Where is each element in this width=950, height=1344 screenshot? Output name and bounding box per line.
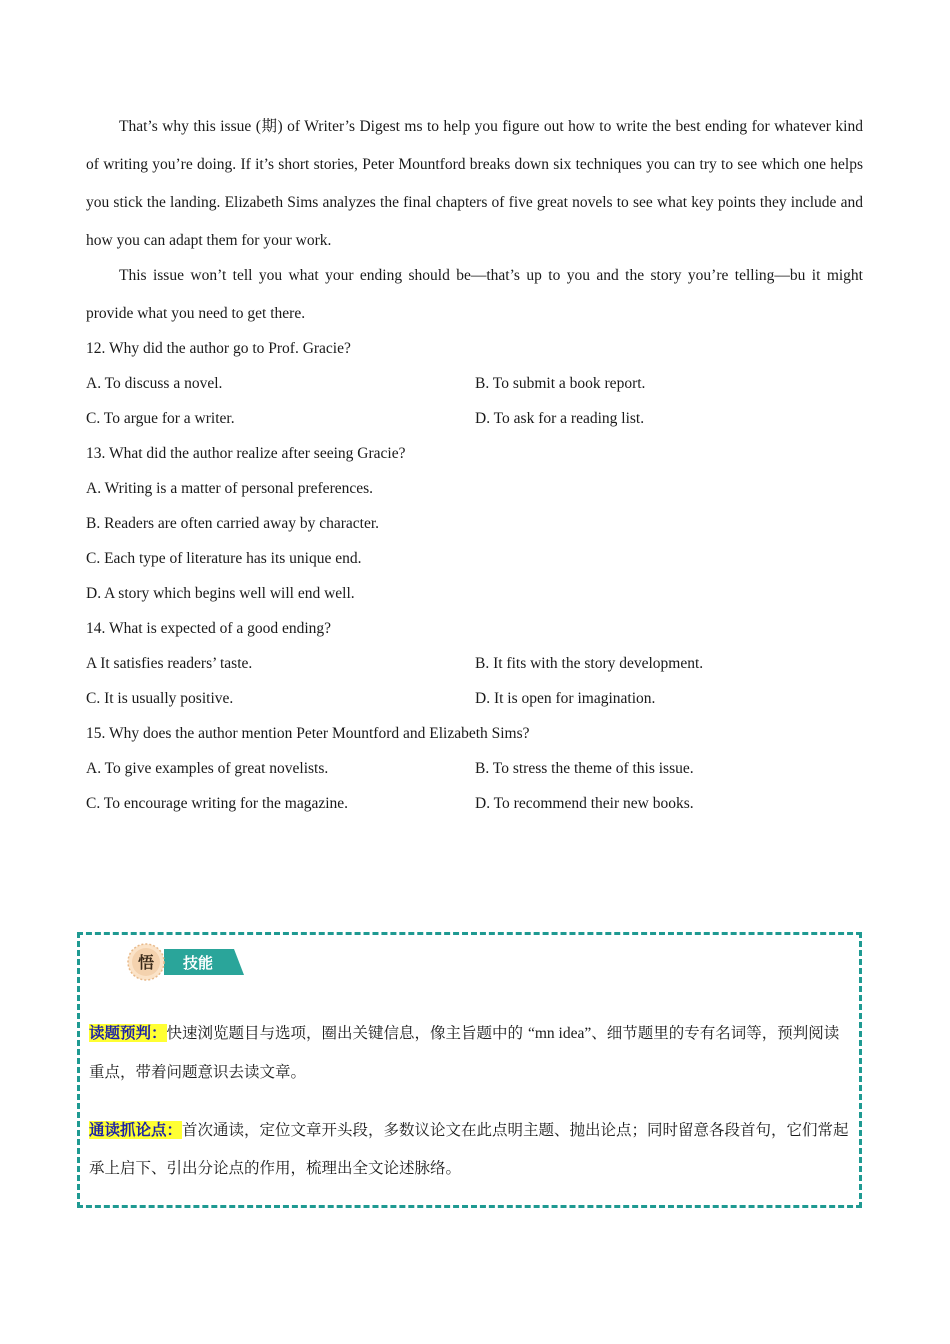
question-14-stem: 14. What is expected of a good ending? [86, 620, 332, 637]
question-14-option-a: A It satisfies readers’ taste. [86, 655, 253, 672]
question-13-option-c: C. Each type of literature has its unique end. [86, 550, 362, 567]
question-15-option-b: B. To stress the theme of this issue. [475, 760, 694, 777]
tip-reading-prediction [89, 1014, 854, 1091]
question-15-option-c: C. To encourage writing for the magazine. [86, 795, 349, 812]
tip-grasp-arguments [89, 1111, 854, 1187]
question-12-stem: 12. Why did the author go to Prof. Gracie? [86, 340, 351, 357]
question-14-option-d: D. It is open for imagination. [475, 690, 656, 707]
question-15-option-d: D. To recommend their new books. [475, 795, 694, 812]
badge-text: 技能 [182, 954, 214, 972]
skill-badge [126, 941, 246, 981]
question-12-option-c: C. To argue for a writer. [86, 410, 235, 427]
tip1-label: 读题预判： [89, 1024, 167, 1042]
question-13-stem: 13. What did the author realize after seeing Gracie? [86, 445, 406, 462]
badge-char: 悟 [137, 953, 155, 972]
question-13-option-a: A. Writing is a matter of personal preferences. [86, 480, 374, 497]
question-14-option-c: C. It is usually positive. [86, 690, 234, 707]
question-12-option-b: B. To submit a book report. [475, 375, 646, 392]
question-15-stem: 15. Why does the author mention Peter Mountford and Elizabeth Sims? [86, 725, 530, 742]
question-13-option-b: B. Readers are often carried away by character. [86, 515, 380, 532]
question-12-option-a: A. To discuss a novel. [86, 375, 223, 392]
skills-tip-box [77, 932, 862, 1208]
tip1-text-part2: 、细节题里的专有名词等，预判阅读重点，带着问题意识去读文章。 [89, 1024, 840, 1081]
passage-paragraph-2: This issue won’t tell you what your ending should be—that’s up to you and the story you’re telling—bu it might provide what you need to get there. [86, 267, 863, 322]
question-13-option-d: D. A story which begins well will end well. [86, 585, 355, 602]
tip1-text-part1: 快速浏览题目与选项，圈出关键信息，像主旨题中的 [166, 1024, 528, 1042]
tip1-latin-term: “mn idea” [527, 1025, 592, 1042]
tip2-label: 通读抓论点： [89, 1121, 183, 1139]
passage-paragraph-1: That’s why this issue (期) of Writer’s Digest ms to help you figure out how to write the best ending for whatever kind of writing you’re doing. If it’s short stories, Peter Mountford breaks down six techniques you can try to see which one helps you stick the landing. Elizabeth Sims analyzes the final chapters of five great novels to see what key points they include and how you can adapt them for your work. [86, 118, 863, 249]
tip2-text: 首次通读，定位文章开头段，多数议论文在此点明主题、抛出论点；同时留意各段首句，它们常起承上启下、引出分论点的作用，梳理出全文论述脉络。 [89, 1121, 849, 1177]
question-12-option-d: D. To ask for a reading list. [475, 410, 645, 427]
question-14-option-b: B. It fits with the story development. [475, 655, 704, 672]
question-15-option-a: A. To give examples of great novelists. [86, 760, 329, 777]
